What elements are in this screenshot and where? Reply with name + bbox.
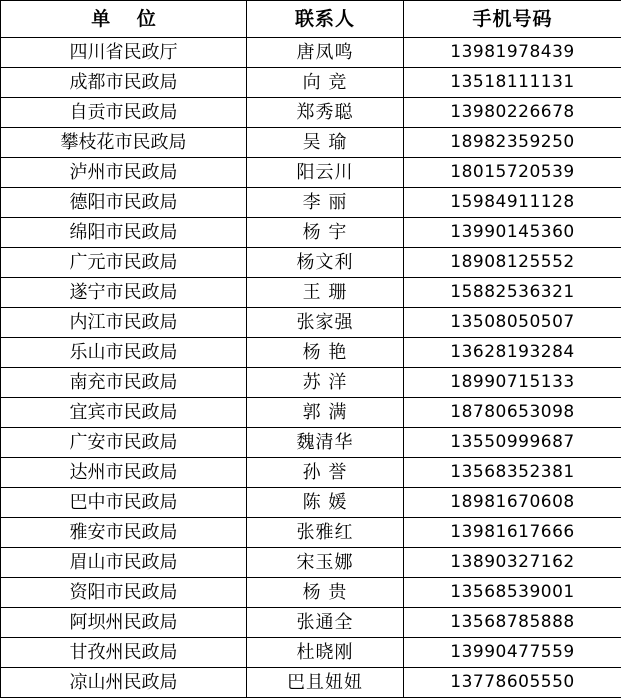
cell-phone: 18780653098 [404,398,621,428]
table-row [1,518,621,548]
cell-unit: 遂宁市民政局 [1,278,247,308]
cell-person: 张雅红 [247,518,404,548]
cell-unit: 绵阳市民政局 [1,218,247,248]
cell-phone: 18982359250 [404,128,621,158]
cell-unit: 广元市民政局 [1,248,247,278]
cell-person: 杨 艳 [247,338,404,368]
table-row [1,458,621,488]
cell-person: 魏清华 [247,428,404,458]
cell-person: 杜晓刚 [247,638,404,668]
table-row [1,158,621,188]
cell-person: 张家强 [247,308,404,338]
cell-phone: 13778605550 [404,668,621,698]
cell-phone: 13990477559 [404,638,621,668]
cell-unit: 南充市民政局 [1,368,247,398]
cell-unit: 攀枝花市民政局 [1,128,247,158]
table-row [1,488,621,518]
table-row [1,578,621,608]
cell-phone: 18015720539 [404,158,621,188]
cell-phone: 13518111131 [404,68,621,98]
cell-unit: 巴中市民政局 [1,488,247,518]
cell-person: 唐凤鸣 [247,38,404,68]
cell-phone: 13981617666 [404,518,621,548]
cell-person: 李 丽 [247,188,404,218]
cell-unit: 德阳市民政局 [1,188,247,218]
table-row [1,608,621,638]
cell-phone: 13568352381 [404,458,621,488]
table-row [1,308,621,338]
cell-person: 阳云川 [247,158,404,188]
cell-unit: 凉山州民政局 [1,668,247,698]
cell-phone: 13890327162 [404,548,621,578]
cell-phone: 18990715133 [404,368,621,398]
table-row [1,548,621,578]
table-row [1,188,621,218]
cell-phone: 15984911128 [404,188,621,218]
table-row [1,278,621,308]
cell-person: 杨 宇 [247,218,404,248]
cell-person: 郑秀聪 [247,98,404,128]
column-header-phone: 手机号码 [404,1,621,38]
cell-unit: 乐山市民政局 [1,338,247,368]
table-row [1,398,621,428]
cell-unit: 内江市民政局 [1,308,247,338]
cell-person: 苏 洋 [247,368,404,398]
cell-unit: 眉山市民政局 [1,548,247,578]
table-row [1,338,621,368]
column-header-person: 联系人 [247,1,404,38]
table-row [1,428,621,458]
cell-unit: 甘孜州民政局 [1,638,247,668]
table-row [1,368,621,398]
cell-phone: 13981978439 [404,38,621,68]
table-body [1,38,621,698]
table-row [1,128,621,158]
cell-person: 王 珊 [247,278,404,308]
cell-phone: 13508050507 [404,308,621,338]
cell-unit: 达州市民政局 [1,458,247,488]
cell-phone: 13628193284 [404,338,621,368]
cell-unit: 自贡市民政局 [1,98,247,128]
cell-phone: 13980226678 [404,98,621,128]
cell-person: 向 竞 [247,68,404,98]
cell-person: 张通全 [247,608,404,638]
table-row [1,68,621,98]
cell-phone: 13568785888 [404,608,621,638]
cell-phone: 15882536321 [404,278,621,308]
cell-unit: 广安市民政局 [1,428,247,458]
table-row [1,638,621,668]
cell-unit: 四川省民政厅 [1,38,247,68]
table-header [1,1,621,38]
cell-phone: 13550999687 [404,428,621,458]
cell-person: 孙 誉 [247,458,404,488]
cell-phone: 18981670608 [404,488,621,518]
cell-unit: 资阳市民政局 [1,578,247,608]
table-row [1,38,621,68]
table-row [1,98,621,128]
cell-unit: 宜宾市民政局 [1,398,247,428]
column-header-unit: 单 位 [1,1,247,38]
cell-person: 杨文利 [247,248,404,278]
cell-person: 吴 瑜 [247,128,404,158]
cell-unit: 雅安市民政局 [1,518,247,548]
table-row [1,248,621,278]
cell-person: 杨 贵 [247,578,404,608]
cell-person: 巴且妞妞 [247,668,404,698]
cell-unit: 阿坝州民政局 [1,608,247,638]
cell-phone: 13990145360 [404,218,621,248]
table-row [1,218,621,248]
table-header-row [1,1,621,38]
cell-unit: 成都市民政局 [1,68,247,98]
cell-person: 郭 满 [247,398,404,428]
cell-phone: 13568539001 [404,578,621,608]
cell-phone: 18908125552 [404,248,621,278]
cell-person: 陈 媛 [247,488,404,518]
table-row [1,668,621,698]
cell-unit: 泸州市民政局 [1,158,247,188]
cell-person: 宋玉娜 [247,548,404,578]
